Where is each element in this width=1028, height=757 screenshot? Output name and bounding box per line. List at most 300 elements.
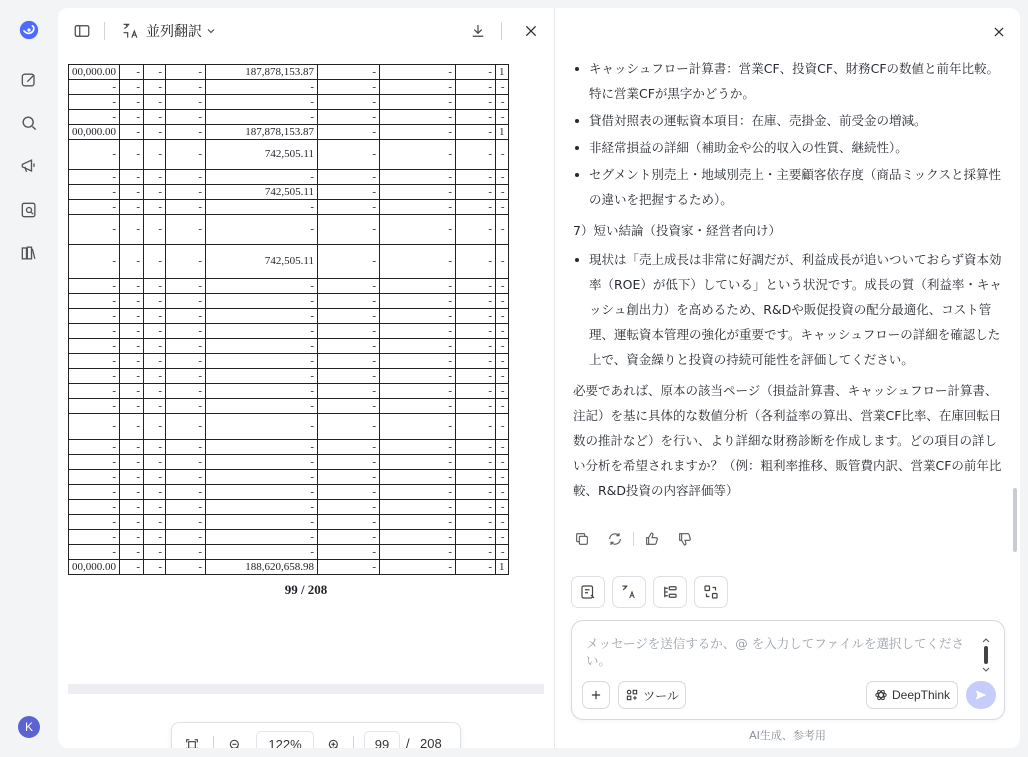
table-cell: - bbox=[69, 279, 120, 294]
table-cell: - bbox=[380, 279, 456, 294]
table-cell: - bbox=[166, 470, 206, 485]
table-cell: - bbox=[380, 339, 456, 354]
table-cell: - bbox=[120, 369, 144, 384]
table-cell: - bbox=[380, 485, 456, 500]
table-row bbox=[69, 185, 509, 200]
table-cell: - bbox=[120, 170, 144, 185]
table-cell: - bbox=[206, 339, 318, 354]
table-row bbox=[69, 455, 509, 470]
table-cell: - bbox=[166, 500, 206, 515]
table-cell: - bbox=[144, 455, 166, 470]
table-row bbox=[69, 140, 509, 170]
table-cell: - bbox=[166, 95, 206, 110]
current-page-input[interactable]: 99 bbox=[364, 731, 400, 748]
table-cell: - bbox=[120, 309, 144, 324]
table-cell: - bbox=[69, 339, 120, 354]
table-cell: - bbox=[144, 170, 166, 185]
pdf-viewer[interactable] bbox=[68, 54, 544, 748]
table-cell: - bbox=[318, 500, 380, 515]
table-cell: 1 bbox=[496, 65, 509, 80]
table-cell: - bbox=[496, 369, 509, 384]
table-cell: - bbox=[318, 515, 380, 530]
table-cell: - bbox=[456, 170, 496, 185]
table-cell: - bbox=[166, 110, 206, 125]
table-cell: - bbox=[456, 125, 496, 140]
table-cell: - bbox=[318, 215, 380, 245]
table-cell: - bbox=[456, 80, 496, 95]
table-cell: - bbox=[380, 245, 456, 279]
table-cell: - bbox=[166, 384, 206, 399]
compare-icon[interactable] bbox=[694, 576, 728, 608]
table-cell: - bbox=[380, 399, 456, 414]
table-cell: - bbox=[380, 110, 456, 125]
close-chat-icon[interactable] bbox=[989, 22, 1009, 42]
table-cell: - bbox=[69, 309, 120, 324]
table-row bbox=[69, 110, 509, 125]
table-cell: - bbox=[206, 485, 318, 500]
deepthink-label: DeepThink bbox=[891, 688, 951, 702]
table-cell: 00,000.00 bbox=[69, 560, 120, 575]
table-cell: - bbox=[380, 95, 456, 110]
table-cell: - bbox=[166, 170, 206, 185]
table-cell: - bbox=[380, 215, 456, 245]
table-cell: - bbox=[496, 414, 509, 440]
table-cell: - bbox=[206, 384, 318, 399]
table-cell: - bbox=[166, 324, 206, 339]
table-cell: - bbox=[69, 384, 120, 399]
pdf-page bbox=[68, 54, 544, 684]
table-cell: - bbox=[166, 125, 206, 140]
zoom-out-icon[interactable] bbox=[225, 735, 245, 748]
table-cell: - bbox=[166, 200, 206, 215]
table-cell: 1 bbox=[496, 125, 509, 140]
section-heading: 7）短い結論（投資家・経営者向け） bbox=[573, 223, 781, 238]
table-cell: 188,620,658.98 bbox=[206, 560, 318, 575]
left-rail bbox=[0, 0, 58, 757]
table-cell: - bbox=[456, 279, 496, 294]
table-cell: - bbox=[120, 140, 144, 170]
table-cell: - bbox=[166, 80, 206, 95]
doc-search-icon[interactable] bbox=[17, 198, 41, 222]
table-cell: - bbox=[380, 294, 456, 309]
table-cell: - bbox=[166, 455, 206, 470]
table-cell: - bbox=[456, 545, 496, 560]
table-cell: - bbox=[496, 170, 509, 185]
deepthink-button[interactable] bbox=[866, 681, 958, 709]
table-cell: - bbox=[69, 500, 120, 515]
table-cell: - bbox=[120, 399, 144, 414]
table-cell: - bbox=[120, 500, 144, 515]
table-cell: - bbox=[144, 369, 166, 384]
table-cell: - bbox=[69, 200, 120, 215]
table-row bbox=[69, 399, 509, 414]
copy-icon[interactable] bbox=[573, 530, 591, 548]
table-cell: 187,878,153.87 bbox=[206, 65, 318, 80]
table-cell: - bbox=[206, 515, 318, 530]
list-item: 非経常損益の詳細（補助金や公的収入の性質、継続性）。 bbox=[573, 135, 1005, 160]
table-row bbox=[69, 500, 509, 515]
send-icon bbox=[974, 688, 988, 702]
table-cell: - bbox=[318, 440, 380, 455]
table-cell: - bbox=[166, 65, 206, 80]
table-cell: - bbox=[380, 65, 456, 80]
list-item: 現状は「売上成長は非常に好調だが、利益成長が追いついておらず資本効率（ROE）が低下）している」という状況です。成長の質（利益率・キャッシュ創出力）を高めるため、R&Dや販促投資の配分最適化、コスト管理、運転資本管理の強化が重要です。キャッシュフローの詳細を確認した上で、資金繰りと投資の持続可能性を評価してください。 bbox=[573, 247, 1005, 372]
table-cell: - bbox=[380, 384, 456, 399]
table-cell: - bbox=[144, 530, 166, 545]
table-cell: - bbox=[120, 530, 144, 545]
table-cell: - bbox=[120, 80, 144, 95]
table-cell: - bbox=[456, 110, 496, 125]
table-cell: - bbox=[120, 455, 144, 470]
table-row bbox=[69, 440, 509, 455]
table-cell: 1 bbox=[496, 560, 509, 575]
chat-scrollbar[interactable] bbox=[1013, 488, 1017, 552]
table-cell: - bbox=[166, 545, 206, 560]
financial-table bbox=[68, 64, 509, 575]
table-cell: - bbox=[120, 414, 144, 440]
table-cell: - bbox=[380, 515, 456, 530]
table-row bbox=[69, 294, 509, 309]
table-cell: - bbox=[456, 95, 496, 110]
table-cell: - bbox=[69, 485, 120, 500]
close-document-icon[interactable] bbox=[521, 21, 541, 41]
table-row bbox=[69, 470, 509, 485]
table-cell: - bbox=[318, 294, 380, 309]
table-cell: - bbox=[496, 80, 509, 95]
table-cell: - bbox=[144, 309, 166, 324]
table-cell: - bbox=[496, 185, 509, 200]
bullet-list-top bbox=[573, 56, 1005, 212]
table-row bbox=[69, 309, 509, 324]
table-cell: - bbox=[120, 110, 144, 125]
table-cell: - bbox=[318, 560, 380, 575]
table-cell: - bbox=[120, 339, 144, 354]
avatar[interactable]: K bbox=[18, 716, 40, 738]
table-cell: - bbox=[144, 140, 166, 170]
table-row bbox=[69, 95, 509, 110]
table-cell: - bbox=[69, 294, 120, 309]
table-cell: - bbox=[144, 515, 166, 530]
closing-paragraph: 必要であれば、原本の該当ページ（損益計算書、キャッシュフロー計算書、注記）を基に具体的な数値分析（各利益率の算出、営業CF比率、在庫回転日数の推計など）を行い、より詳細な財務診断を作成します。どの項目の詳しい分析を希望されますか？（例：粗利率推移、販管費内訳、営業CFの前年比較、R&D投資の内容評価等） bbox=[573, 383, 1002, 498]
table-cell: - bbox=[496, 500, 509, 515]
table-cell: - bbox=[380, 470, 456, 485]
translate-icon[interactable] bbox=[120, 21, 142, 41]
table-row bbox=[69, 125, 509, 140]
zoom-in-icon[interactable] bbox=[324, 735, 344, 748]
megaphone-icon[interactable] bbox=[17, 154, 41, 178]
table-cell: - bbox=[69, 215, 120, 245]
table-cell: - bbox=[206, 200, 318, 215]
table-cell: - bbox=[496, 530, 509, 545]
table-cell: - bbox=[69, 455, 120, 470]
table-cell: - bbox=[456, 384, 496, 399]
table-cell: - bbox=[144, 354, 166, 369]
table-cell: - bbox=[144, 414, 166, 440]
composer-scrollbar[interactable] bbox=[982, 637, 988, 673]
table-cell: - bbox=[69, 140, 120, 170]
table-cell: - bbox=[69, 399, 120, 414]
table-cell: - bbox=[69, 530, 120, 545]
table-cell: - bbox=[206, 440, 318, 455]
table-cell: - bbox=[380, 545, 456, 560]
table-cell: - bbox=[380, 530, 456, 545]
table-cell: - bbox=[69, 324, 120, 339]
table-cell: - bbox=[69, 245, 120, 279]
table-cell: 742,505.11 bbox=[206, 140, 318, 170]
table-row bbox=[69, 530, 509, 545]
table-cell: - bbox=[120, 545, 144, 560]
table-row bbox=[69, 545, 509, 560]
table-cell: 00,000.00 bbox=[69, 65, 120, 80]
table-row bbox=[69, 245, 509, 279]
table-cell: - bbox=[496, 354, 509, 369]
table-cell: - bbox=[318, 125, 380, 140]
table-cell: - bbox=[144, 545, 166, 560]
table-cell: - bbox=[69, 95, 120, 110]
table-cell: - bbox=[456, 245, 496, 279]
table-cell: 742,505.11 bbox=[206, 245, 318, 279]
table-cell: - bbox=[120, 245, 144, 279]
table-cell: - bbox=[318, 80, 380, 95]
table-cell: - bbox=[166, 515, 206, 530]
table-cell: - bbox=[496, 324, 509, 339]
table-cell: - bbox=[166, 294, 206, 309]
table-cell: - bbox=[496, 485, 509, 500]
fit-page-icon[interactable] bbox=[182, 735, 202, 748]
table-cell: - bbox=[206, 369, 318, 384]
regenerate-icon[interactable] bbox=[606, 530, 624, 548]
table-cell: - bbox=[206, 414, 318, 440]
table-cell: - bbox=[144, 500, 166, 515]
table-cell: - bbox=[318, 455, 380, 470]
table-cell: - bbox=[456, 309, 496, 324]
thumbs-up-icon[interactable] bbox=[643, 530, 661, 548]
table-cell: - bbox=[206, 309, 318, 324]
table-row bbox=[69, 354, 509, 369]
table-cell: - bbox=[318, 485, 380, 500]
table-cell: - bbox=[69, 414, 120, 440]
table-cell: 00,000.00 bbox=[69, 125, 120, 140]
app-logo-icon[interactable] bbox=[17, 18, 41, 42]
table-cell: - bbox=[456, 185, 496, 200]
translate-tool-icon[interactable] bbox=[612, 576, 646, 608]
table-cell: 742,505.11 bbox=[206, 185, 318, 200]
translation-mode-label[interactable]: 並列翻訳 bbox=[146, 24, 202, 40]
table-cell: - bbox=[206, 545, 318, 560]
table-cell: - bbox=[456, 140, 496, 170]
table-cell: - bbox=[69, 354, 120, 369]
page-separator: / bbox=[406, 736, 410, 748]
table-cell: - bbox=[144, 560, 166, 575]
document-panel bbox=[58, 8, 555, 748]
table-cell: - bbox=[120, 294, 144, 309]
assistant-message bbox=[573, 56, 1005, 507]
table-cell: - bbox=[380, 324, 456, 339]
list-item: 貸借対照表の運転資本項目：在庫、売掛金、前受金の増減。 bbox=[573, 108, 1005, 133]
table-cell: - bbox=[166, 309, 206, 324]
table-cell: - bbox=[456, 470, 496, 485]
table-cell: - bbox=[318, 545, 380, 560]
table-cell: - bbox=[120, 185, 144, 200]
table-cell: - bbox=[496, 515, 509, 530]
table-cell: - bbox=[318, 245, 380, 279]
table-cell: - bbox=[166, 215, 206, 245]
table-cell: - bbox=[144, 440, 166, 455]
attach-button[interactable] bbox=[582, 681, 610, 709]
table-cell: - bbox=[166, 369, 206, 384]
table-row bbox=[69, 65, 509, 80]
table-cell: - bbox=[380, 200, 456, 215]
table-cell: - bbox=[206, 324, 318, 339]
table-cell: - bbox=[318, 470, 380, 485]
table-cell: - bbox=[144, 399, 166, 414]
table-cell: - bbox=[166, 399, 206, 414]
table-row bbox=[69, 339, 509, 354]
table-cell: - bbox=[318, 354, 380, 369]
table-cell: - bbox=[166, 530, 206, 545]
table-cell: - bbox=[380, 185, 456, 200]
table-cell: - bbox=[144, 95, 166, 110]
thumbs-down-icon[interactable] bbox=[676, 530, 694, 548]
chat-panel bbox=[555, 8, 1020, 748]
page-footer-number: 99 / 208 bbox=[284, 582, 328, 597]
table-cell: - bbox=[318, 399, 380, 414]
table-cell: - bbox=[120, 354, 144, 369]
table-cell: - bbox=[456, 324, 496, 339]
table-cell: - bbox=[496, 110, 509, 125]
download-icon[interactable] bbox=[468, 21, 488, 41]
table-row bbox=[69, 215, 509, 245]
search-icon[interactable] bbox=[17, 111, 41, 135]
table-cell: - bbox=[380, 414, 456, 440]
table-cell: - bbox=[120, 200, 144, 215]
table-cell: - bbox=[69, 470, 120, 485]
table-cell: - bbox=[120, 215, 144, 245]
table-cell: 187,878,153.87 bbox=[206, 125, 318, 140]
library-icon[interactable] bbox=[17, 241, 41, 265]
table-cell: - bbox=[144, 200, 166, 215]
table-cell: - bbox=[206, 354, 318, 369]
table-cell: - bbox=[380, 440, 456, 455]
table-cell: - bbox=[318, 414, 380, 440]
summarize-icon[interactable] bbox=[571, 576, 605, 608]
table-cell: - bbox=[380, 369, 456, 384]
table-cell: - bbox=[318, 95, 380, 110]
tools-button[interactable] bbox=[618, 681, 686, 709]
table-cell: - bbox=[166, 245, 206, 279]
table-cell: - bbox=[144, 110, 166, 125]
table-cell: - bbox=[456, 215, 496, 245]
table-cell: - bbox=[456, 515, 496, 530]
table-row bbox=[69, 414, 509, 440]
table-cell: - bbox=[496, 309, 509, 324]
table-cell: - bbox=[456, 500, 496, 515]
table-cell: - bbox=[144, 279, 166, 294]
table-cell: - bbox=[206, 215, 318, 245]
table-cell: - bbox=[120, 470, 144, 485]
table-cell: - bbox=[456, 560, 496, 575]
table-cell: - bbox=[206, 170, 318, 185]
table-cell: - bbox=[496, 455, 509, 470]
table-cell: - bbox=[206, 294, 318, 309]
table-cell: - bbox=[144, 245, 166, 279]
total-pages: 208 bbox=[420, 736, 442, 748]
table-cell: - bbox=[380, 560, 456, 575]
table-cell: - bbox=[69, 440, 120, 455]
table-cell: - bbox=[380, 309, 456, 324]
table-cell: - bbox=[69, 185, 120, 200]
table-cell: - bbox=[166, 560, 206, 575]
table-cell: - bbox=[456, 455, 496, 470]
table-cell: - bbox=[120, 279, 144, 294]
table-cell: - bbox=[206, 80, 318, 95]
sidebar-toggle-icon[interactable] bbox=[72, 21, 92, 41]
table-cell: - bbox=[120, 384, 144, 399]
table-row bbox=[69, 279, 509, 294]
new-chat-icon[interactable] bbox=[17, 68, 41, 92]
table-cell: - bbox=[206, 110, 318, 125]
table-cell: - bbox=[496, 440, 509, 455]
table-cell: - bbox=[318, 65, 380, 80]
message-input[interactable] bbox=[586, 635, 966, 675]
table-cell: - bbox=[144, 294, 166, 309]
table-cell: - bbox=[144, 125, 166, 140]
send-button[interactable] bbox=[966, 681, 996, 709]
table-cell: - bbox=[206, 500, 318, 515]
table-cell: - bbox=[144, 324, 166, 339]
table-cell: - bbox=[69, 110, 120, 125]
document-toolbar bbox=[58, 8, 555, 54]
table-cell: - bbox=[318, 530, 380, 545]
table-cell: - bbox=[144, 215, 166, 245]
table-cell: - bbox=[318, 309, 380, 324]
table-cell: - bbox=[318, 185, 380, 200]
table-cell: - bbox=[120, 95, 144, 110]
table-cell: - bbox=[456, 485, 496, 500]
table-cell: - bbox=[206, 455, 318, 470]
table-cell: - bbox=[166, 485, 206, 500]
table-cell: - bbox=[318, 110, 380, 125]
table-cell: - bbox=[144, 65, 166, 80]
table-row bbox=[69, 80, 509, 95]
table-cell: - bbox=[120, 324, 144, 339]
table-cell: - bbox=[496, 200, 509, 215]
table-cell: - bbox=[166, 339, 206, 354]
table-cell: - bbox=[496, 245, 509, 279]
table-cell: - bbox=[456, 369, 496, 384]
table-cell: - bbox=[120, 125, 144, 140]
table-cell: - bbox=[318, 140, 380, 170]
table-row bbox=[69, 369, 509, 384]
tools-label: ツール bbox=[643, 688, 679, 703]
table-cell: - bbox=[380, 140, 456, 170]
table-cell: - bbox=[144, 384, 166, 399]
table-cell: - bbox=[496, 545, 509, 560]
table-row bbox=[69, 560, 509, 575]
table-cell: - bbox=[69, 545, 120, 560]
table-cell: - bbox=[206, 470, 318, 485]
zoom-level[interactable]: 122% bbox=[256, 731, 314, 748]
chevron-down-icon[interactable] bbox=[203, 23, 219, 39]
table-cell: - bbox=[144, 339, 166, 354]
outline-icon[interactable] bbox=[653, 576, 687, 608]
table-row bbox=[69, 170, 509, 185]
table-cell: - bbox=[206, 95, 318, 110]
table-cell: - bbox=[380, 354, 456, 369]
table-cell: - bbox=[166, 414, 206, 440]
table-cell: - bbox=[456, 399, 496, 414]
table-cell: - bbox=[456, 294, 496, 309]
